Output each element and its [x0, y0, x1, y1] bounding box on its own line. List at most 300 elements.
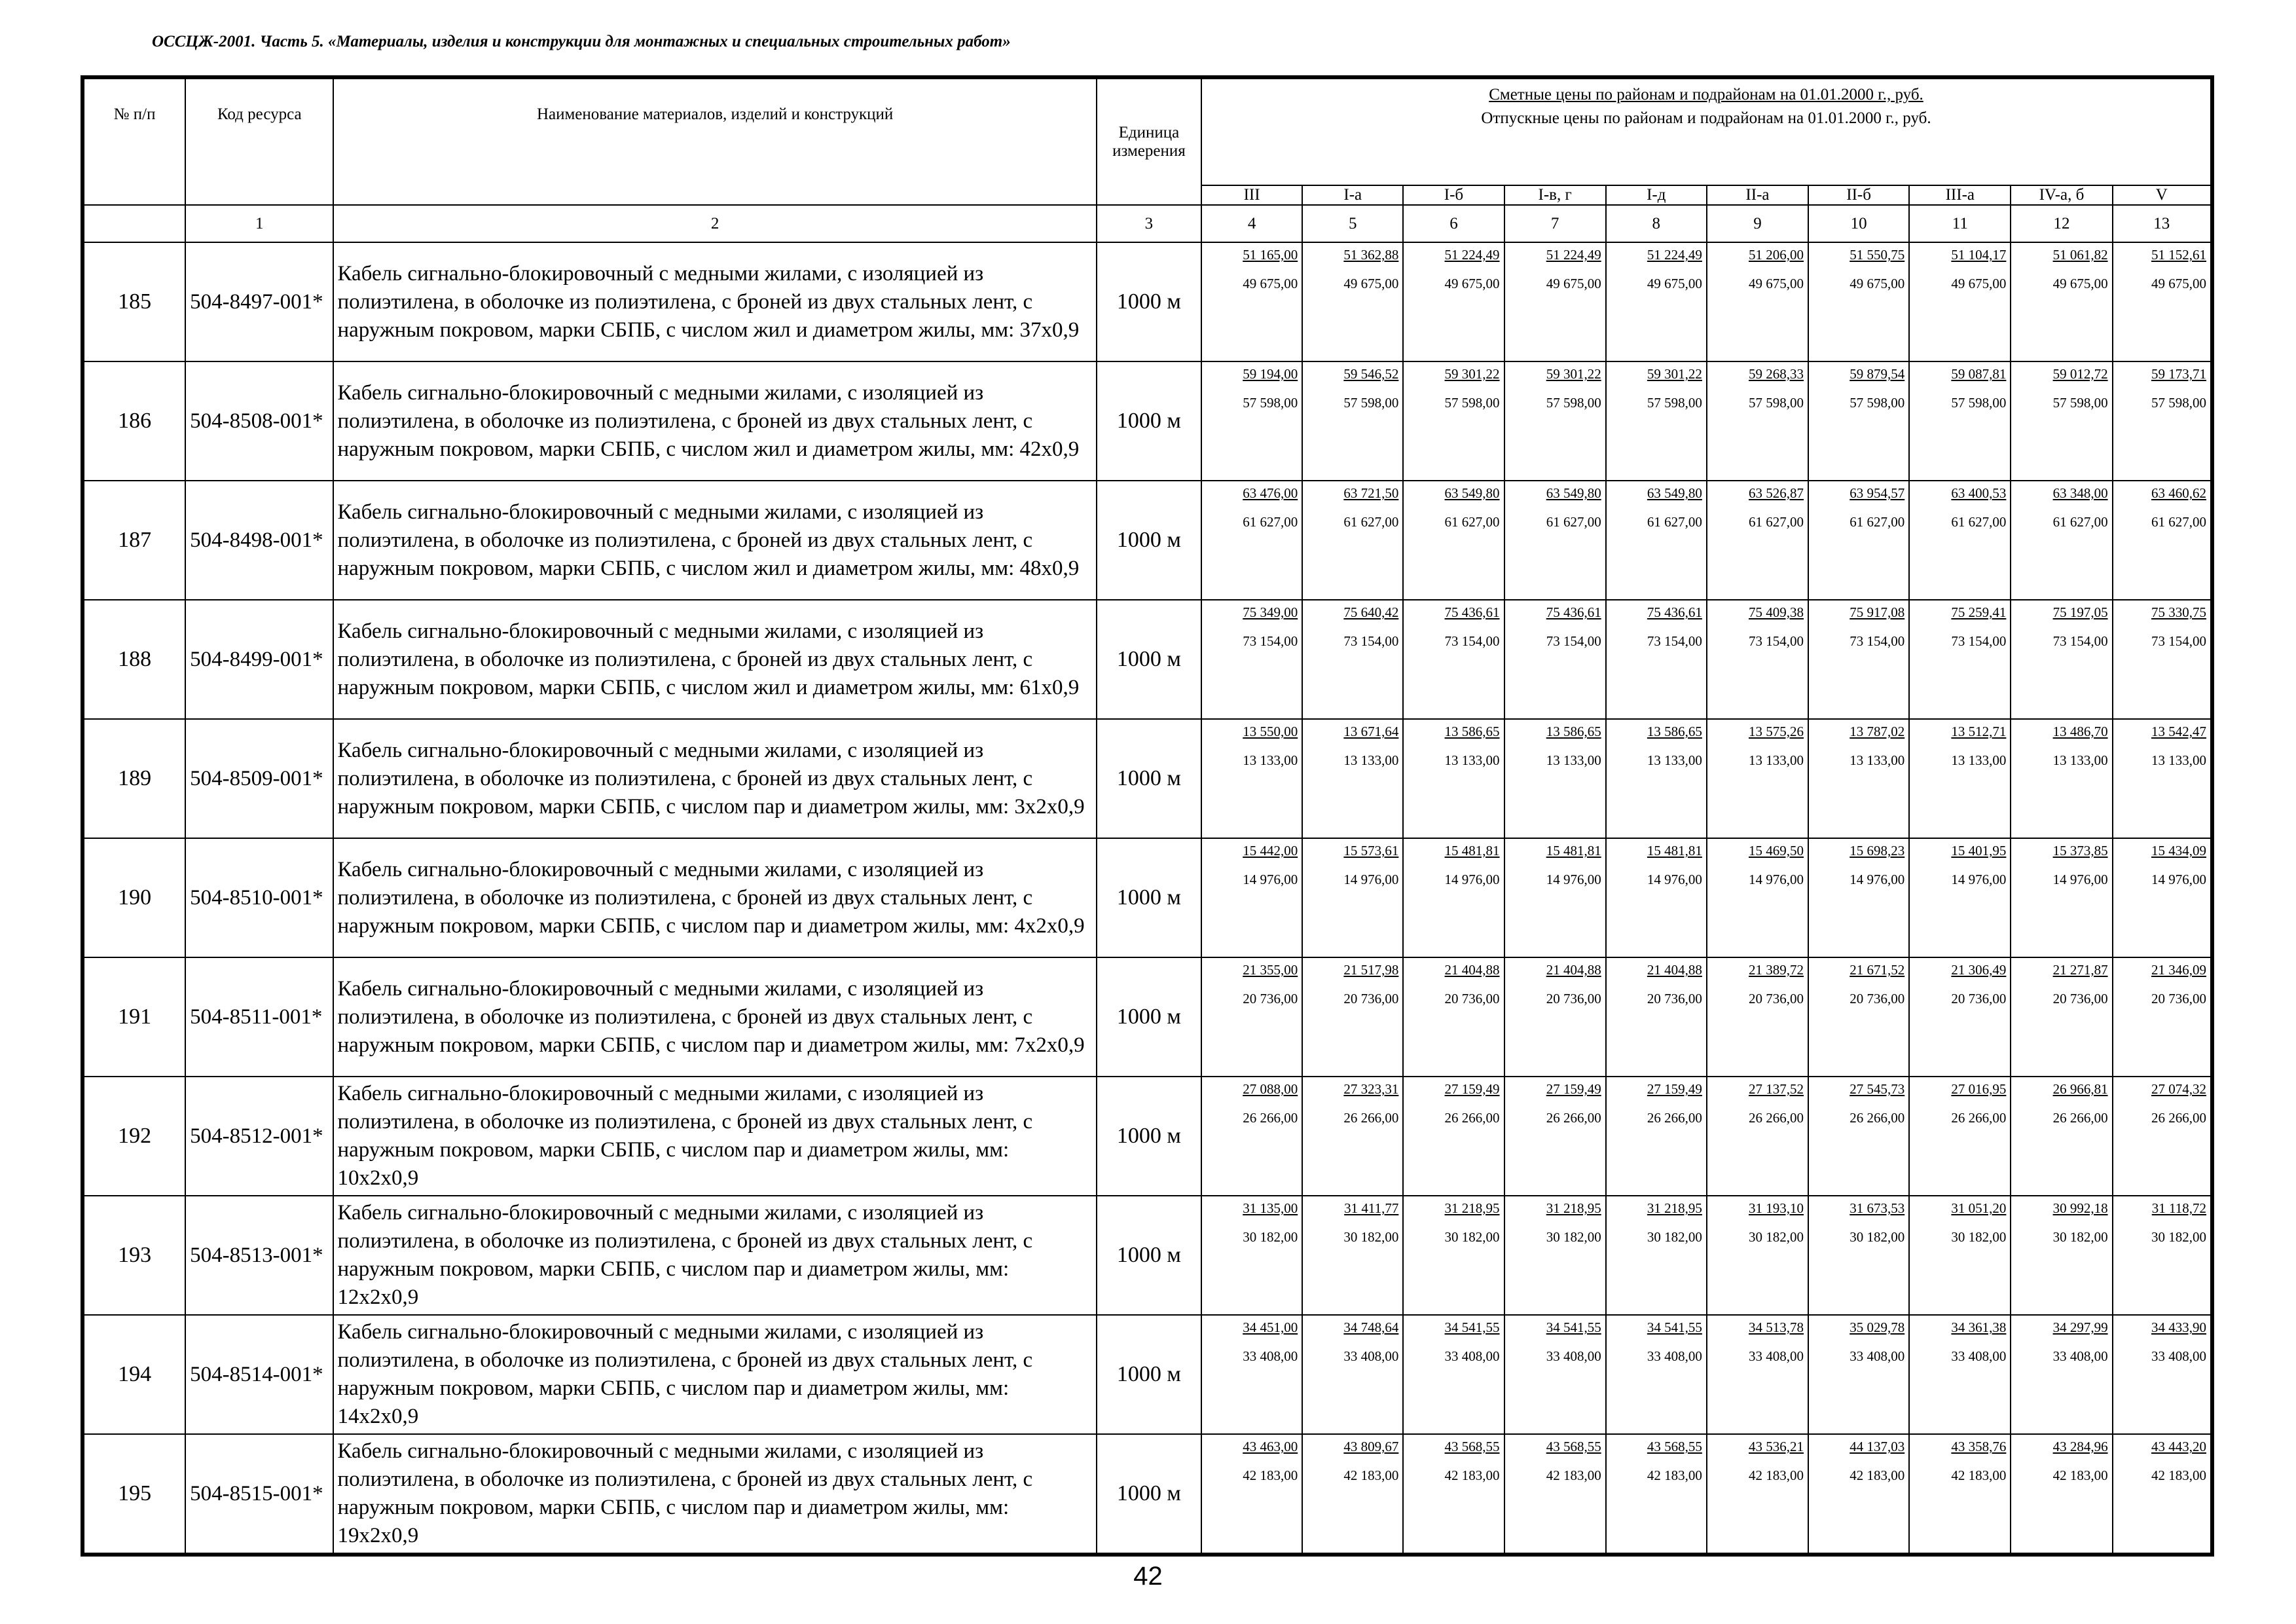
release-price: 30 182,00 [2052, 1229, 2108, 1245]
estimate-price: 21 517,98 [1343, 962, 1399, 978]
release-price: 49 675,00 [1243, 276, 1298, 291]
price-cell [1403, 1196, 1504, 1315]
release-price: 26 266,00 [1749, 1110, 1804, 1126]
release-price: 42 183,00 [1343, 1467, 1399, 1483]
release-price: 20 736,00 [1951, 991, 2007, 1006]
estimate-price: 75 436,61 [1546, 604, 1601, 620]
estimate-price: 63 549,80 [1647, 485, 1702, 501]
release-price: 30 182,00 [1951, 1229, 2007, 1245]
estimate-price: 21 671,52 [1850, 962, 1905, 978]
price-cell [1504, 719, 1606, 838]
release-price: 49 675,00 [1546, 276, 1601, 291]
price-cell [1909, 600, 2011, 719]
estimate-price: 51 206,00 [1749, 247, 1804, 263]
estimate-price: 27 323,31 [1343, 1081, 1399, 1097]
release-price: 20 736,00 [1647, 991, 1702, 1006]
price-cell [1808, 957, 1909, 1077]
price-cell [1302, 1077, 1403, 1196]
resource-code: 504-8508-001* [185, 361, 333, 481]
estimate-price: 13 550,00 [1243, 724, 1298, 739]
release-price: 57 598,00 [1749, 395, 1804, 411]
release-price: 14 976,00 [1850, 872, 1905, 887]
price-cell [1504, 242, 1606, 361]
price-cell [1909, 242, 2011, 361]
release-price: 26 266,00 [1243, 1110, 1298, 1126]
price-cell [1606, 481, 1707, 600]
estimate-price: 63 348,00 [2052, 485, 2108, 501]
estimate-price: 15 698,23 [1850, 843, 1905, 858]
estimate-price: 21 306,49 [1951, 962, 2007, 978]
price-cell [1808, 481, 1909, 600]
release-price: 57 598,00 [1444, 395, 1500, 411]
price-cell [1504, 361, 1606, 481]
material-name: Кабель сигнально-блокировочный с медными жилами, с изоляцией из полиэтилена, в оболочке из полиэтилена, с броней из двух стальных лент, с наружным покровом, марки СБПБ, с числом пар и диаметром жилы, мм: 10x2x0,9 [333, 1077, 1096, 1196]
price-cell [1504, 1196, 1606, 1315]
estimate-price: 27 159,49 [1647, 1081, 1702, 1097]
column-number: 4 [1201, 205, 1302, 242]
material-name: Кабель сигнально-блокировочный с медными жилами, с изоляцией из полиэтилена, в оболочке из полиэтилена, с броней из двух стальных лент, с наружным покровом, марки СБПБ, с числом жил и диаметром жилы, мм: 48x0,9 [333, 481, 1096, 600]
price-cell [1909, 1196, 2011, 1315]
release-price: 61 627,00 [1444, 514, 1500, 530]
price-cell [2011, 838, 2112, 957]
release-price: 42 183,00 [1243, 1467, 1298, 1483]
estimate-price: 63 549,80 [1444, 485, 1500, 501]
price-cell [2113, 242, 2211, 361]
estimate-price: 27 088,00 [1243, 1081, 1298, 1097]
page-number: 42 [1133, 1562, 1163, 1591]
release-price: 14 976,00 [2151, 872, 2206, 887]
release-price: 57 598,00 [1243, 395, 1298, 411]
estimate-price: 15 481,81 [1444, 843, 1500, 858]
estimate-price: 21 389,72 [1749, 962, 1804, 978]
price-cell [1909, 1315, 2011, 1434]
estimate-price: 63 526,87 [1749, 485, 1804, 501]
column-number: 6 [1403, 205, 1504, 242]
release-price: 73 154,00 [1343, 633, 1399, 649]
release-price: 20 736,00 [1444, 991, 1500, 1006]
unit-of-measure: 1000 м [1097, 600, 1201, 719]
unit-of-measure: 1000 м [1097, 1315, 1201, 1434]
release-price: 26 266,00 [1546, 1110, 1601, 1126]
estimate-price: 75 197,05 [2052, 604, 2108, 620]
price-cell [2011, 957, 2112, 1077]
price-cell [1808, 600, 1909, 719]
price-cell [1808, 1434, 1909, 1553]
table-row [84, 1196, 2211, 1315]
price-cell [1808, 1196, 1909, 1315]
release-price: 73 154,00 [1444, 633, 1500, 649]
release-price: 33 408,00 [1243, 1348, 1298, 1364]
row-number: 192 [84, 1077, 185, 1196]
column-number: 1 [185, 205, 333, 242]
release-price: 42 183,00 [1647, 1467, 1702, 1483]
price-cell [1707, 361, 1808, 481]
release-price: 33 408,00 [1647, 1348, 1702, 1364]
release-price: 49 675,00 [1951, 276, 2007, 291]
resource-code: 504-8511-001* [185, 957, 333, 1077]
price-cell [1201, 361, 1302, 481]
release-price: 57 598,00 [1850, 395, 1905, 411]
estimate-price: 21 355,00 [1243, 962, 1298, 978]
price-cell [1707, 242, 1808, 361]
estimate-price: 26 966,81 [2052, 1081, 2108, 1097]
estimate-price: 15 573,61 [1343, 843, 1399, 858]
price-cell [1302, 600, 1403, 719]
row-number: 193 [84, 1196, 185, 1315]
release-price: 13 133,00 [1647, 752, 1702, 768]
release-prices-title: Отпускные цены по районам и подрайонам на 01.01.2000 г., руб. [1481, 109, 1931, 127]
price-cell [2113, 1434, 2211, 1553]
estimate-price: 59 173,71 [2151, 366, 2206, 382]
resource-code: 504-8512-001* [185, 1077, 333, 1196]
row-number: 190 [84, 838, 185, 957]
estimate-price: 13 586,65 [1647, 724, 1702, 739]
region-header: II-б [1808, 185, 1909, 205]
price-cell [1504, 600, 1606, 719]
release-price: 14 976,00 [1749, 872, 1804, 887]
estimate-price: 75 349,00 [1243, 604, 1298, 620]
price-cell [1302, 1196, 1403, 1315]
document-header: ОССЦЖ-2001. Часть 5. «Материалы, изделия и конструкции для монтажных и специальных строительных работ» [152, 33, 1011, 50]
release-price: 13 133,00 [1546, 752, 1601, 768]
release-price: 13 133,00 [1243, 752, 1298, 768]
estimate-price: 51 550,75 [1850, 247, 1905, 263]
release-price: 20 736,00 [2052, 991, 2108, 1006]
estimate-price: 43 443,20 [2151, 1439, 2206, 1454]
release-price: 73 154,00 [2052, 633, 2108, 649]
release-price: 33 408,00 [2052, 1348, 2108, 1364]
region-header: III-а [1909, 185, 2011, 205]
release-price: 73 154,00 [1546, 633, 1601, 649]
price-cell [1606, 838, 1707, 957]
material-name: Кабель сигнально-блокировочный с медными жилами, с изоляцией из полиэтилена, в оболочке из полиэтилена, с броней из двух стальных лент, с наружным покровом, марки СБПБ, с числом пар и диаметром жилы, мм: 3x2x0,9 [333, 719, 1096, 838]
release-price: 57 598,00 [1647, 395, 1702, 411]
column-number: 3 [1097, 205, 1201, 242]
release-price: 20 736,00 [1343, 991, 1399, 1006]
table-row [84, 1077, 2211, 1196]
unit-of-measure: 1000 м [1097, 242, 1201, 361]
estimate-price: 51 152,61 [2151, 247, 2206, 263]
estimate-price: 34 541,55 [1647, 1320, 1702, 1335]
release-price: 61 627,00 [1647, 514, 1702, 530]
price-cell [1808, 242, 1909, 361]
price-cell [1403, 600, 1504, 719]
estimate-price: 34 297,99 [2052, 1320, 2108, 1335]
estimate-price: 15 401,95 [1951, 843, 2007, 858]
estimate-price: 51 224,49 [1647, 247, 1702, 263]
price-cell [2011, 1315, 2112, 1434]
unit-of-measure: 1000 м [1097, 1434, 1201, 1553]
material-name: Кабель сигнально-блокировочный с медными жилами, с изоляцией из полиэтилена, в оболочке из полиэтилена, с броней из двух стальных лент, с наружным покровом, марки СБПБ, с числом пар и диаметром жилы, мм: 12x2x0,9 [333, 1196, 1096, 1315]
price-cell [1909, 1434, 2011, 1553]
price-cell [1808, 1315, 1909, 1434]
estimate-price: 15 434,09 [2151, 843, 2206, 858]
release-price: 57 598,00 [1546, 395, 1601, 411]
region-header: II-а [1707, 185, 1808, 205]
price-cell [1909, 1077, 2011, 1196]
estimate-price: 63 476,00 [1243, 485, 1298, 501]
release-price: 33 408,00 [1546, 1348, 1601, 1364]
region-header: IV-а, б [2011, 185, 2112, 205]
resource-code: 504-8510-001* [185, 838, 333, 957]
row-number: 194 [84, 1315, 185, 1434]
row-number: 187 [84, 481, 185, 600]
release-price: 49 675,00 [1444, 276, 1500, 291]
release-price: 42 183,00 [1951, 1467, 2007, 1483]
release-price: 14 976,00 [1647, 872, 1702, 887]
estimate-price: 75 436,61 [1647, 604, 1702, 620]
estimate-price: 35 029,78 [1850, 1320, 1905, 1335]
release-price: 42 183,00 [1444, 1467, 1500, 1483]
estimate-price: 31 135,00 [1243, 1200, 1298, 1216]
price-cell [1403, 1077, 1504, 1196]
estimate-price: 75 436,61 [1444, 604, 1500, 620]
price-cell [1201, 719, 1302, 838]
table-row [84, 838, 2211, 957]
unit-of-measure: 1000 м [1097, 481, 1201, 600]
release-price: 33 408,00 [2151, 1348, 2206, 1364]
release-price: 42 183,00 [1749, 1467, 1804, 1483]
estimate-price: 75 640,42 [1343, 604, 1399, 620]
estimate-price: 51 224,49 [1444, 247, 1500, 263]
price-cell [1707, 1315, 1808, 1434]
price-cell [1504, 957, 1606, 1077]
price-cell [1302, 838, 1403, 957]
release-price: 61 627,00 [1951, 514, 2007, 530]
price-cell [1606, 1315, 1707, 1434]
price-cell [1606, 957, 1707, 1077]
release-price: 26 266,00 [1343, 1110, 1399, 1126]
estimate-price: 21 271,87 [2052, 962, 2108, 978]
release-price: 30 182,00 [1546, 1229, 1601, 1245]
resource-code: 504-8515-001* [185, 1434, 333, 1553]
estimate-price: 15 481,81 [1546, 843, 1601, 858]
estimate-price: 63 400,53 [1951, 485, 2007, 501]
price-cell [2011, 1434, 2112, 1553]
release-price: 13 133,00 [1444, 752, 1500, 768]
estimate-prices-title: Сметные цены по районам и подрайонам на 01.01.2000 г., руб. [1489, 86, 1923, 103]
table-row [84, 481, 2211, 600]
release-price: 30 182,00 [1243, 1229, 1298, 1245]
estimate-price: 30 992,18 [2052, 1200, 2108, 1216]
material-name: Кабель сигнально-блокировочный с медными жилами, с изоляцией из полиэтилена, в оболочке из полиэтилена, с броней из двух стальных лент, с наружным покровом, марки СБПБ, с числом пар и диаметром жилы, мм: 14x2x0,9 [333, 1315, 1096, 1434]
release-price: 14 976,00 [1951, 872, 2007, 887]
release-price: 30 182,00 [1749, 1229, 1804, 1245]
row-number: 195 [84, 1434, 185, 1553]
estimate-price: 43 809,67 [1343, 1439, 1399, 1454]
resource-code: 504-8514-001* [185, 1315, 333, 1434]
estimate-price: 51 104,17 [1951, 247, 2007, 263]
price-cell [1403, 957, 1504, 1077]
price-cell [1707, 1077, 1808, 1196]
material-name: Кабель сигнально-блокировочный с медными жилами, с изоляцией из полиэтилена, в оболочке из полиэтилена, с броней из двух стальных лент, с наружным покровом, марки СБПБ, с числом пар и диаметром жилы, мм: 19x2x0,9 [333, 1434, 1096, 1553]
price-cell [1302, 481, 1403, 600]
region-header: V [2113, 185, 2211, 205]
release-price: 30 182,00 [1343, 1229, 1399, 1245]
release-price: 30 182,00 [1444, 1229, 1500, 1245]
estimate-price: 27 545,73 [1850, 1081, 1905, 1097]
release-price: 57 598,00 [2052, 395, 2108, 411]
price-cell [1909, 361, 2011, 481]
region-header: I-а [1302, 185, 1403, 205]
estimate-price: 31 051,20 [1951, 1200, 2007, 1216]
release-price: 42 183,00 [1850, 1467, 1905, 1483]
estimate-price: 13 542,47 [2151, 724, 2206, 739]
release-price: 20 736,00 [1546, 991, 1601, 1006]
estimate-price: 43 536,21 [1749, 1439, 1804, 1454]
price-cell [1504, 481, 1606, 600]
column-number: 10 [1808, 205, 1909, 242]
estimate-price: 59 301,22 [1444, 366, 1500, 382]
price-cell [2113, 838, 2211, 957]
release-price: 26 266,00 [1850, 1110, 1905, 1126]
col-unit-header: Единица измерения [1097, 79, 1201, 205]
release-price: 49 675,00 [1749, 276, 1804, 291]
estimate-price: 31 218,95 [1647, 1200, 1702, 1216]
material-name: Кабель сигнально-блокировочный с медными жилами, с изоляцией из полиэтилена, в оболочке из полиэтилена, с броней из двух стальных лент, с наружным покровом, марки СБПБ, с числом жил и диаметром жилы, мм: 61x0,9 [333, 600, 1096, 719]
price-cell [1707, 1196, 1808, 1315]
price-table [83, 78, 2212, 1554]
resource-code: 504-8497-001* [185, 242, 333, 361]
estimate-price: 75 330,75 [2151, 604, 2206, 620]
release-price: 49 675,00 [2052, 276, 2108, 291]
estimate-price: 27 016,95 [1951, 1081, 2007, 1097]
price-cell [1201, 1315, 1302, 1434]
column-number: 8 [1606, 205, 1707, 242]
price-cell [1808, 361, 1909, 481]
price-cell [1201, 481, 1302, 600]
estimate-price: 31 218,95 [1546, 1200, 1601, 1216]
release-price: 61 627,00 [1243, 514, 1298, 530]
price-cell [1403, 481, 1504, 600]
estimate-price: 27 159,49 [1444, 1081, 1500, 1097]
estimate-price: 43 568,55 [1546, 1439, 1601, 1454]
estimate-price: 34 361,38 [1951, 1320, 2007, 1335]
release-price: 33 408,00 [1951, 1348, 2007, 1364]
estimate-price: 59 546,52 [1343, 366, 1399, 382]
estimate-price: 15 481,81 [1647, 843, 1702, 858]
estimate-price: 59 194,00 [1243, 366, 1298, 382]
price-cell [2113, 1196, 2211, 1315]
estimate-price: 13 586,65 [1546, 724, 1601, 739]
price-cell [1504, 1315, 1606, 1434]
release-price: 49 675,00 [1850, 276, 1905, 291]
release-price: 42 183,00 [2151, 1467, 2206, 1483]
unit-of-measure: 1000 м [1097, 1196, 1201, 1315]
estimate-price: 27 074,32 [2151, 1081, 2206, 1097]
price-cell [1707, 838, 1808, 957]
estimate-price: 59 301,22 [1647, 366, 1702, 382]
region-header: III [1201, 185, 1302, 205]
price-cell [1707, 719, 1808, 838]
table-header [84, 79, 2211, 242]
price-cell [2113, 1315, 2211, 1434]
estimate-price: 59 268,33 [1749, 366, 1804, 382]
price-cell [1403, 242, 1504, 361]
estimate-price: 34 433,90 [2151, 1320, 2206, 1335]
release-price: 61 627,00 [1749, 514, 1804, 530]
release-price: 33 408,00 [1749, 1348, 1804, 1364]
price-cell [2011, 361, 2112, 481]
unit-of-measure: 1000 м [1097, 957, 1201, 1077]
release-price: 73 154,00 [2151, 633, 2206, 649]
release-price: 26 266,00 [2151, 1110, 2206, 1126]
estimate-price: 15 469,50 [1749, 843, 1804, 858]
release-price: 13 133,00 [2052, 752, 2108, 768]
price-cell [2011, 600, 2112, 719]
estimate-price: 43 358,76 [1951, 1439, 2007, 1454]
price-cell [1201, 1196, 1302, 1315]
release-price: 73 154,00 [1647, 633, 1702, 649]
column-number: 11 [1909, 205, 2011, 242]
material-name: Кабель сигнально-блокировочный с медными жилами, с изоляцией из полиэтилена, в оболочке из полиэтилена, с броней из двух стальных лент, с наружным покровом, марки СБПБ, с числом пар и диаметром жилы, мм: 4x2x0,9 [333, 838, 1096, 957]
estimate-price: 31 411,77 [1344, 1200, 1399, 1216]
estimate-price: 51 224,49 [1546, 247, 1601, 263]
release-price: 20 736,00 [1850, 991, 1905, 1006]
table-row [84, 1434, 2211, 1553]
estimate-price: 51 362,88 [1343, 247, 1399, 263]
price-cell [1808, 1077, 1909, 1196]
column-number: 7 [1504, 205, 1606, 242]
unit-of-measure: 1000 м [1097, 361, 1201, 481]
estimate-price: 31 193,10 [1749, 1200, 1804, 1216]
release-price: 42 183,00 [2052, 1467, 2108, 1483]
material-name: Кабель сигнально-блокировочный с медными жилами, с изоляцией из полиэтилена, в оболочке из полиэтилена, с броней из двух стальных лент, с наружным покровом, марки СБПБ, с числом пар и диаметром жилы, мм: 7x2x0,9 [333, 957, 1096, 1077]
price-cell [1909, 481, 2011, 600]
estimate-price: 59 879,54 [1850, 366, 1905, 382]
row-number: 185 [84, 242, 185, 361]
estimate-price: 27 137,52 [1749, 1081, 1804, 1097]
row-number: 189 [84, 719, 185, 838]
release-price: 57 598,00 [1951, 395, 2007, 411]
price-cell [2011, 481, 2112, 600]
price-cell [1606, 1434, 1707, 1553]
price-cell [2011, 1196, 2112, 1315]
estimate-price: 21 346,09 [2151, 962, 2206, 978]
price-cell [1302, 719, 1403, 838]
estimate-price: 63 549,80 [1546, 485, 1601, 501]
column-number: 9 [1707, 205, 1808, 242]
estimate-price: 21 404,88 [1546, 962, 1601, 978]
price-cell [2113, 481, 2211, 600]
estimate-price: 75 259,41 [1951, 604, 2007, 620]
table-row [84, 600, 2211, 719]
estimate-price: 63 460,62 [2151, 485, 2206, 501]
price-cell [2113, 957, 2211, 1077]
price-cell [1707, 1434, 1808, 1553]
release-price: 14 976,00 [1444, 872, 1500, 887]
release-price: 14 976,00 [1343, 872, 1399, 887]
release-price: 26 266,00 [1951, 1110, 2007, 1126]
estimate-price: 43 284,96 [2052, 1439, 2108, 1454]
estimate-price: 13 671,64 [1343, 724, 1399, 739]
price-cell [1606, 1077, 1707, 1196]
resource-code: 504-8513-001* [185, 1196, 333, 1315]
price-cell [1201, 600, 1302, 719]
column-number: 2 [333, 205, 1096, 242]
price-cell [1302, 242, 1403, 361]
row-number: 191 [84, 957, 185, 1077]
column-number: 13 [2113, 205, 2211, 242]
price-cell [1403, 1434, 1504, 1553]
price-cell [1201, 1434, 1302, 1553]
estimate-price: 43 568,55 [1647, 1439, 1702, 1454]
price-cell [1606, 600, 1707, 719]
price-cell [2113, 361, 2211, 481]
table-body [84, 242, 2211, 1553]
price-cell [1606, 361, 1707, 481]
unit-of-measure: 1000 м [1097, 719, 1201, 838]
